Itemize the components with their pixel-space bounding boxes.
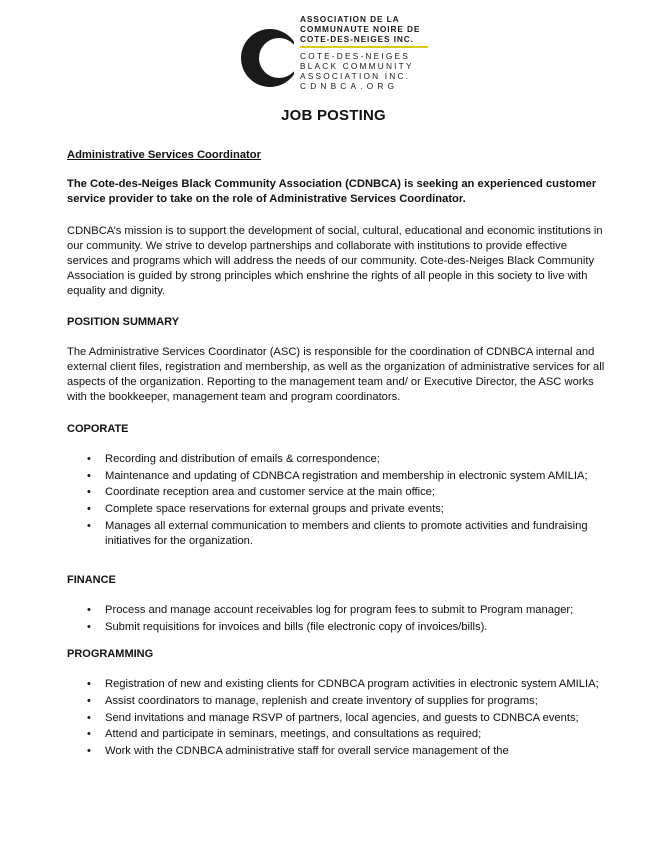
list-item <box>67 677 605 692</box>
finance-list <box>67 603 607 635</box>
list-item-text: Assist coordinators to manage, replenish and create inventory of supplies for programs; <box>105 694 538 707</box>
list-item-text: Send invitations and manage RSVP of partners, local agencies, and guests to CDNBCA events; <box>105 711 579 724</box>
list-item-text: Process and manage account receivables log for program fees to submit to Program manager; <box>105 604 574 617</box>
list-item-text: Registration of new and existing clients for CDNBCA program activities in electronic system AMILIA; <box>105 678 599 691</box>
bullet-icon: • <box>87 503 91 516</box>
corporate-heading: COPORATE <box>67 422 129 435</box>
list-item-text: Recording and distribution of emails & correspondence; <box>105 452 380 465</box>
document-body <box>67 148 607 761</box>
cdnbca-logo-icon <box>240 22 294 94</box>
list-item-text: Attend and participate in seminars, meetings, and consultations as required; <box>105 728 482 741</box>
list-item <box>67 620 605 635</box>
page-title: JOB POSTING <box>281 107 386 124</box>
spacer <box>67 551 607 573</box>
bullet-icon: • <box>87 604 91 617</box>
list-item-text: Manages all external communication to members and clients to promote activities and fundraising initiatives for the organization. <box>105 520 588 548</box>
letterhead <box>240 14 440 96</box>
org-name-en-line-2: BLACK COMMUNITY <box>300 61 414 71</box>
bullet-icon: • <box>87 678 91 691</box>
bullet-icon: • <box>87 486 91 499</box>
org-name-fr-line-3: COTE-DES-NEIGES INC. <box>300 34 414 44</box>
bullet-icon: • <box>87 711 91 724</box>
organization-name <box>300 14 440 91</box>
programming-heading: PROGRAMMING <box>67 647 154 660</box>
list-item <box>67 519 605 549</box>
bullet-icon: • <box>87 452 91 465</box>
list-item-text: Coordinate reception area and customer service at the main office; <box>105 486 436 499</box>
list-item <box>67 469 605 484</box>
bullet-icon: • <box>87 621 91 634</box>
list-item <box>67 694 605 709</box>
job-title: Administrative Services Coordinator <box>67 149 261 161</box>
mission-paragraph: CDNBCA’s mission is to support the development of social, cultural, educational and economic institutions in our community. We strive to develop partnerships and collaborate with institutions to provide effective services and programs which will address the needs of our community. Cote-des-Neiges Black Community Association is guided by strong principles which enshrine the rights of all people in this society to live with equality and dignity. <box>67 224 603 298</box>
list-item <box>67 502 605 517</box>
bullet-icon: • <box>87 520 91 533</box>
intro-paragraph: The Cote-des-Neiges Black Community Association (CDNBCA) is seeking an experienced customer service provider to take on the role of Administrative Services Coordinator. <box>67 178 597 206</box>
list-item-text: Submit requisitions for invoices and bills (file electronic copy of invoices/bills). <box>105 621 488 634</box>
list-item <box>67 603 605 618</box>
org-name-en-line-1: COTE-DES-NEIGES <box>300 51 410 61</box>
programming-list <box>67 677 607 759</box>
list-item <box>67 727 605 742</box>
org-name-en-line-3: ASSOCIATION INC. <box>300 71 411 81</box>
corporate-list <box>67 452 607 550</box>
list-item <box>67 485 605 500</box>
org-name-fr-line-2: COMMUNAUTE NOIRE DE <box>300 24 421 34</box>
org-name-fr-line-1: ASSOCIATION DE LA <box>300 14 400 24</box>
list-item-text: Complete space reservations for external groups and private events; <box>105 503 444 516</box>
bullet-icon: • <box>87 694 91 707</box>
spacer <box>67 637 607 647</box>
org-divider <box>300 46 428 48</box>
list-item-text: Maintenance and updating of CDNBCA registration and membership in electronic system AMILIA; <box>105 469 588 482</box>
bullet-icon: • <box>87 728 91 741</box>
list-item-text: Work with the CDNBCA administrative staff for overall service management of the <box>105 745 509 758</box>
list-item <box>67 744 605 759</box>
finance-heading: FINANCE <box>67 574 116 587</box>
position-summary-text: The Administrative Services Coordinator (ASC) is responsible for the coordination of CDNBCA internal and external client files, registration and membership, as well as the organization of administrative services for all aspects of the organization. Reporting to the management team and/ or Executive Director, the ASC works with the bookkeeper, management team and program coordinators. <box>67 345 605 404</box>
org-website[interactable]: CDNBCA.ORG <box>300 81 399 91</box>
position-summary-heading: POSITION SUMMARY <box>67 315 180 328</box>
list-item <box>67 711 605 726</box>
bullet-icon: • <box>87 745 91 758</box>
bullet-icon: • <box>87 469 91 482</box>
list-item <box>67 452 605 467</box>
